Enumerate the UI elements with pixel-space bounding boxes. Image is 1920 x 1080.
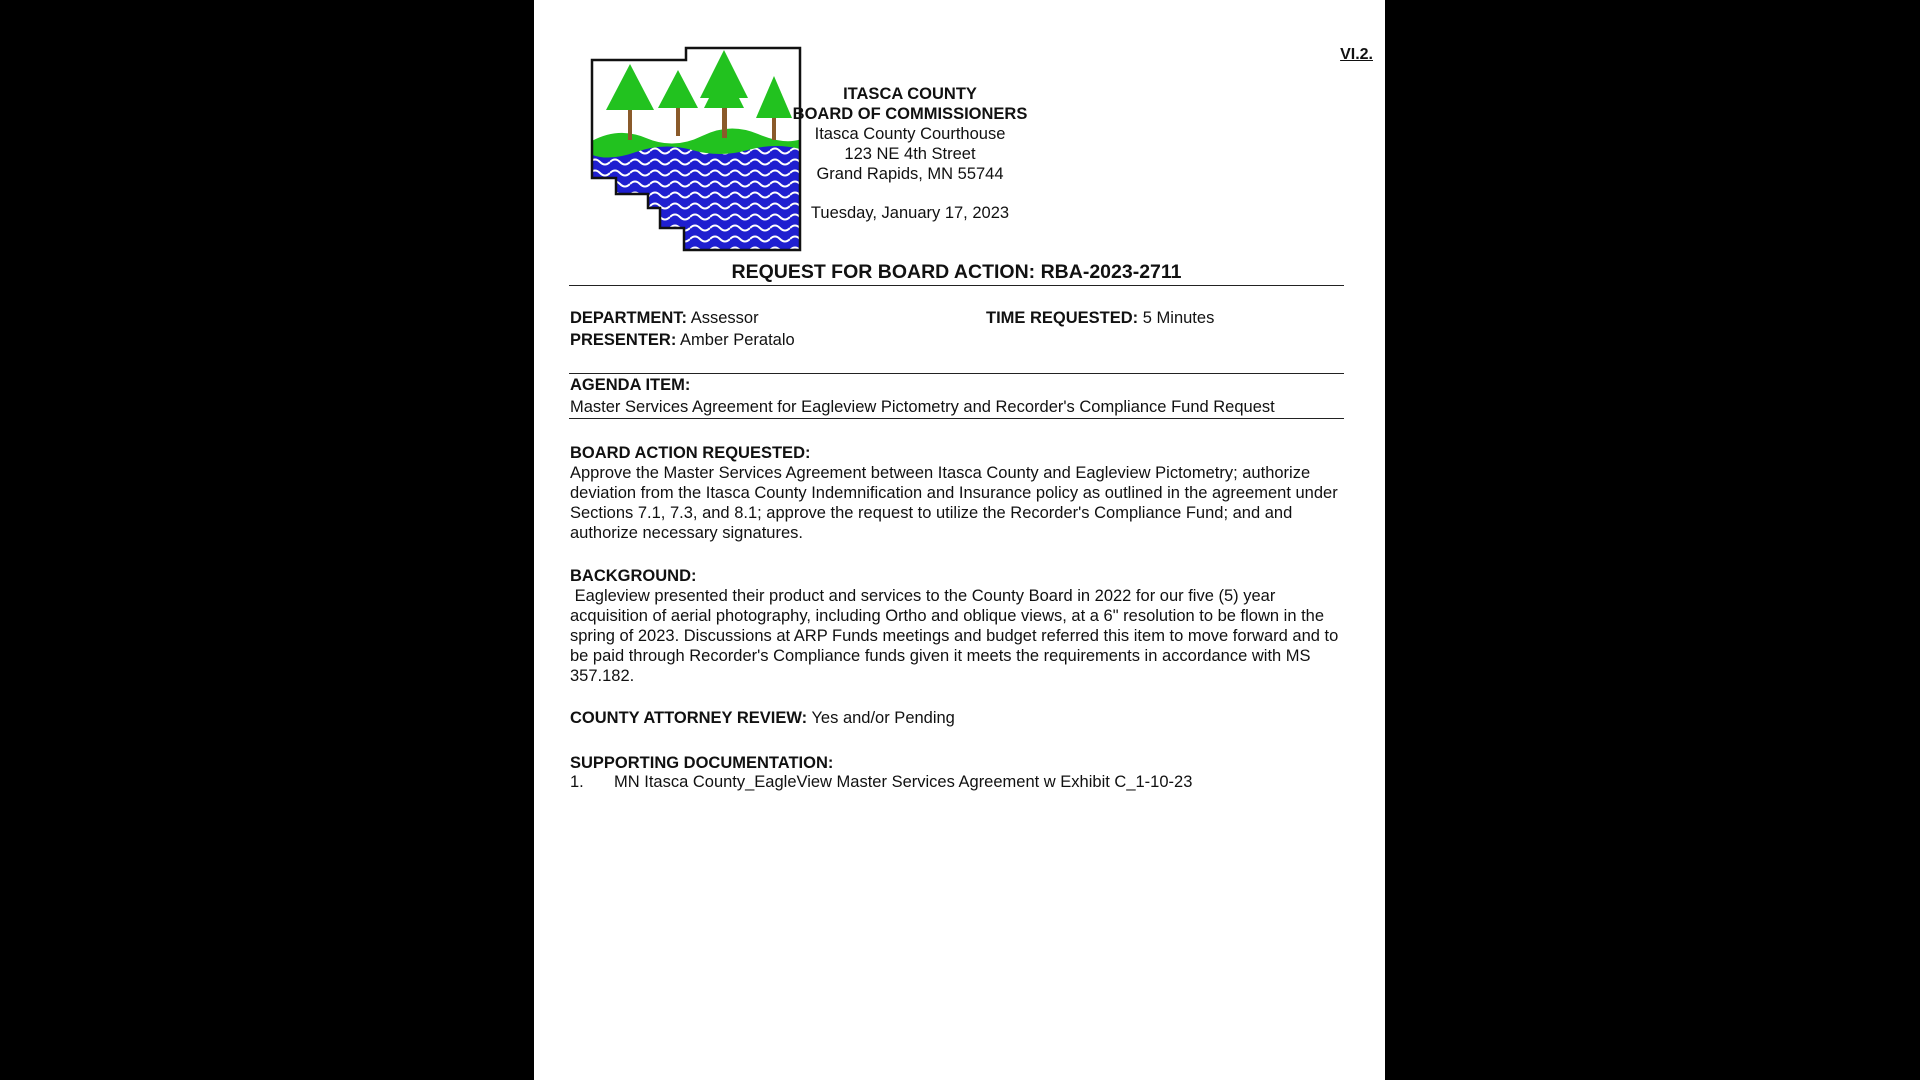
background-text: Eagleview presented their product and services to the County Board in 2022 for our five (5) year acquisition of aerial photography, including Ortho and oblique views, at a 6" resolution to be flown in the spring of 2023. Discussions at ARP Funds meetings and budget referred this item to move forward and to be paid through Recorder's Compliance funds given it meets the requirements in accordance with MS 357.182. (570, 587, 1343, 685)
presenter-value: Amber Peratalo (680, 331, 795, 349)
title-rule (569, 285, 1344, 286)
agenda-top-rule (569, 373, 1344, 374)
time-requested-label: TIME REQUESTED: (986, 309, 1139, 327)
org-name-line2: BOARD OF COMMISSIONERS (792, 105, 1028, 123)
background-label: BACKGROUND: (570, 567, 697, 585)
supporting-docs-label: SUPPORTING DOCUMENTATION: (570, 754, 834, 772)
presenter-field (570, 331, 795, 350)
background-section (570, 566, 1342, 686)
agenda-item-section (570, 375, 1342, 417)
supporting-docs-section (570, 753, 1342, 773)
time-requested-field (986, 309, 1214, 328)
agenda-bottom-rule (569, 418, 1344, 419)
supporting-doc-number: 1. (570, 773, 584, 791)
county-logo (590, 46, 804, 252)
time-requested-value: 5 Minutes (1142, 309, 1215, 327)
supporting-doc-text: MN Itasca County_EagleView Master Services Agreement w Exhibit C_1-10-23 (614, 773, 1193, 791)
department-label: DEPARTMENT: (570, 309, 688, 327)
attorney-review-field (570, 709, 955, 728)
attorney-review-value: Yes and/or Pending (811, 709, 955, 727)
page-number: VI.2. (1340, 46, 1373, 63)
meeting-date: Tuesday, January 17, 2023 (810, 204, 1010, 222)
supporting-doc-item (570, 773, 1192, 792)
board-action-section (570, 443, 1342, 543)
address-line2: 123 NE 4th Street (844, 145, 976, 163)
document-page (534, 0, 1385, 1080)
agenda-item-label: AGENDA ITEM: (570, 376, 691, 394)
board-action-text: Approve the Master Services Agreement between Itasca County and Eagleview Pictometry; authorize deviation from the Itasca County Indemnification and Insurance policy as outlined in the agreement under Sections 7.1, 7.3, and 8.1; approve the request to utilize the Recorder's Compliance Fund; and and authorize necessary signatures. (570, 464, 1338, 542)
presenter-label: PRESENTER: (570, 331, 677, 349)
document-title: REQUEST FOR BOARD ACTION: RBA-2023-2711 (731, 261, 1182, 283)
board-action-label: BOARD ACTION REQUESTED: (570, 444, 811, 462)
address-line3: Grand Rapids, MN 55744 (816, 165, 1004, 183)
address-line1: Itasca County Courthouse (814, 125, 1006, 143)
header-block (780, 84, 1040, 223)
department-field (570, 309, 759, 328)
attorney-review-label: COUNTY ATTORNEY REVIEW: (570, 709, 808, 727)
agenda-item-text: Master Services Agreement for Eagleview Pictometry and Recorder's Compliance Fund Request (570, 398, 1275, 416)
department-value: Assessor (690, 309, 759, 327)
org-name-line1: ITASCA COUNTY (843, 85, 977, 103)
